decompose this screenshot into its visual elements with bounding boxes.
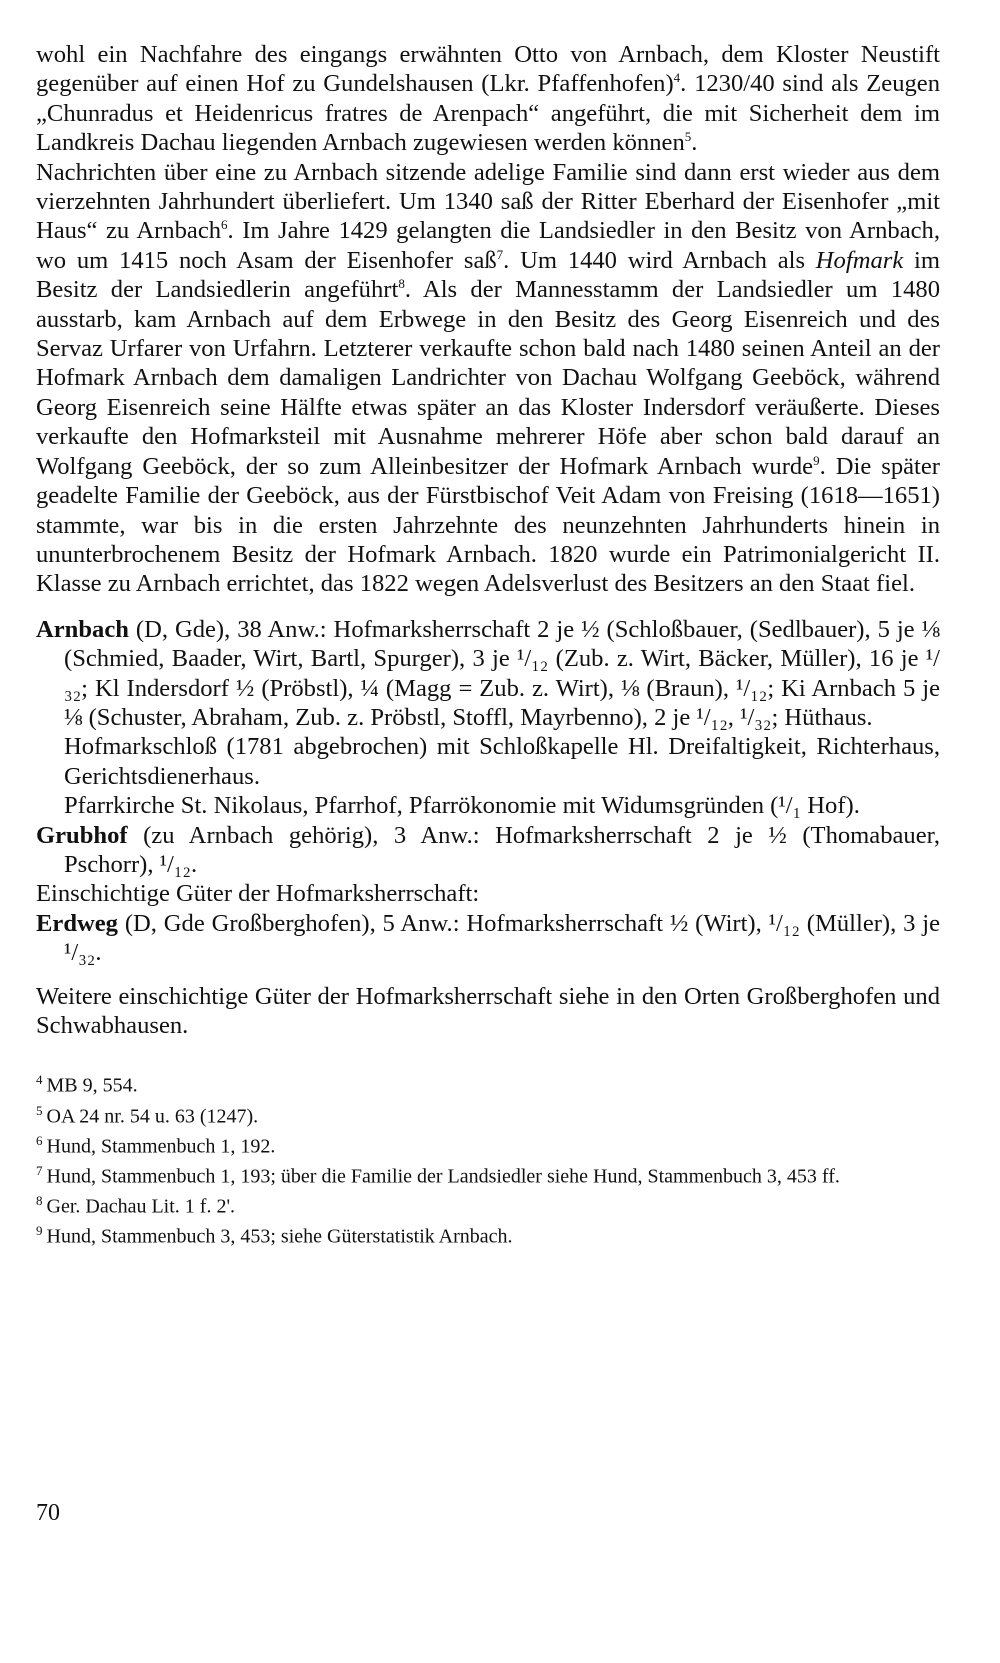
- footnote-text: OA 24 nr. 54 u. 63 (1247).: [46, 1105, 259, 1128]
- hofmark-italic-term: Hofmark: [815, 246, 904, 274]
- footnote-text: Hund, Stammenbuch 1, 192.: [46, 1135, 276, 1158]
- footnote-7: [36, 1159, 940, 1189]
- entry-arnbach: [36, 615, 940, 733]
- entry-grubhof-text: (zu Arnbach gehörig), 3 Anw.: Hofmarksherrschaft 2 je ½ (Thomabauer, Pschorr), ¹/₁₂.: [64, 821, 940, 878]
- paragraph-2-part-b: . Im Jahre 1429 gelangten die Landsiedler in den Besitz von Arnbach, wo um 1415 noch Asam der Eisenhofer saß: [36, 217, 940, 274]
- entry-erdweg-text: (D, Gde Großberghofen), 5 Anw.: Hofmarksherrschaft ½ (Wirt), ¹/₁₂ (Müller), 3 je ¹/₃₂.: [64, 909, 940, 967]
- main-body-text: [36, 40, 940, 599]
- paragraph-2: [36, 158, 940, 599]
- paragraph-2-part-e: . Als der Mannesstamm der Landsiedler um 1480 ausstarb, kam Arnbach auf dem Erbwege in den Besitz des Georg Eisenreich und des Servaz Urfarer von Urfahrn. Letzterer verkaufte schon bald nach 1480 seinen Anteil an der Hofmark Arnbach dem damaligen Landrichter von Dachau Wolfgang Geeböck, während Georg Eisenreich seine Hälfte etwas später an das Kloster Indersdorf veräußerte. Dieses verkaufte den Hofmarksteil mit Ausnahme mehrerer Höfe aber schon bald darauf an Wolfgang Geeböck, der so zum Alleinbesitzer der Hofmark Arnbach wurde: [36, 276, 940, 480]
- footnote-number: 4: [36, 1072, 43, 1088]
- entry-arnbach-text: (D, Gde), 38 Anw.: Hofmarksherrschaft 2 je ½ (Schloßbauer, (Sedlbauer), 5 je ⅛ (Schmied, Baader, Wirt, Bartl, Spurger), 3 je ¹/₁₂ (Zub. z. Wirt, Bäcker, Müller), 16 je ¹/₃₂; Kl Indersdorf ½ (Pröbstl), ¼ (Magg = Zub. z. Wirt), ⅛ (Braun), ¹/₁₂; Ki Arnbach 5 je ⅛ (Schuster, Abraham, Zub. z. Pröbstl, Stoffl, Mayrbenno), 2 je ¹/₁₂, ¹/₃₂; Hüthaus.: [64, 615, 940, 731]
- paragraph-1-part-b: . 1230/40 sind als Zeugen „Chunradus et Heidenricus fratres de Arenpach“ angeführt, die mit Sicherheit dem im Landkreis Dachau liegenden Arnbach zugewiesen werden können: [36, 70, 940, 157]
- paragraph-1-part-c: .: [691, 129, 698, 157]
- paragraph-2-part-a: Nachrichten über eine zu Arnbach sitzende adelige Familie sind dann erst wieder aus dem vierzehnten Jahrhundert überliefert. Um 1340 saß der Ritter Eberhard der Eisenhofer „mit Haus“ zu Arnbach: [36, 158, 940, 245]
- footnote-number: 6: [36, 1132, 43, 1148]
- einschichtige-heading: Einschichtige Güter der Hofmarksherrschaft:: [36, 880, 480, 908]
- page-number: 70: [36, 1500, 60, 1526]
- footnote-number: 9: [36, 1223, 43, 1239]
- footnote-number: 5: [36, 1102, 43, 1118]
- footnote-text: Ger. Dachau Lit. 1 f. 2'.: [46, 1195, 236, 1218]
- footnote-ref-5: 5: [684, 129, 692, 145]
- place-name-grubhof: Grubhof: [36, 821, 128, 849]
- footnote-8: [36, 1189, 940, 1219]
- paragraph-2-part-c: . Um 1440 wird Arnbach als: [503, 246, 816, 274]
- footnote-9: [36, 1219, 940, 1249]
- entry-erdweg: [36, 909, 940, 968]
- footnote-ref-4: 4: [673, 70, 681, 86]
- entry-arnbach-sub-1: Hofmarkschloß (1781 abgebrochen) mit Schloßkapelle Hl. Dreifaltigkeit, Richterhaus, Gerichtsdienerhaus.: [64, 733, 940, 790]
- document-page: [36, 40, 940, 1249]
- footnote-text: Hund, Stammenbuch 1, 193; über die Familie der Landsiedler siehe Hund, Stammenbuch 3, 453 ff.: [46, 1165, 840, 1188]
- footnote-text: MB 9, 554.: [46, 1075, 138, 1098]
- footnote-ref-9: 9: [813, 452, 820, 468]
- footnote-6: [36, 1129, 940, 1159]
- footnote-ref-8: 8: [398, 276, 405, 292]
- place-entries: [36, 615, 940, 968]
- footnote-number: 7: [36, 1162, 43, 1178]
- place-name-arnbach: Arnbach: [36, 615, 129, 643]
- entry-arnbach-sub-2: Pfarrkirche St. Nikolaus, Pfarrhof, Pfarrökonomie mit Widumsgründen (¹/₁ Hof).: [64, 792, 860, 820]
- place-name-erdweg: Erdweg: [36, 909, 118, 937]
- paragraph-1-part-a: wohl ein Nachfahre des eingangs erwähnten Otto von Arnbach, dem Kloster Neustift gegenüber auf einen Hof zu Gundelshausen (Lkr. Pfaffenhofen): [36, 41, 940, 98]
- closing-paragraph: Weitere einschichtige Güter der Hofmarksherrschaft siehe in den Orten Großberghofen und Schwabhausen.: [36, 982, 940, 1039]
- entry-grubhof: [36, 821, 940, 880]
- paragraph-2-part-f: . Die später geadelte Familie der Geeböck, aus der Fürstbischof Veit Adam von Freising (1618—1651) stammte, war bis in die ersten Jahrzehnte des neunzehnten Jahrhunderts hinein in ununterbrochenem Besitz der Hofmark Arnbach. 1820 wurde ein Patrimonialgericht II. Klasse zu Arnbach errichtet, das 1822 wegen Adelsverlust des Besitzers an den Staat fiel.: [36, 452, 940, 598]
- footnote-5: [36, 1099, 940, 1129]
- paragraph-2-part-d: im Besitz der Landsiedlerin angeführt: [36, 246, 940, 304]
- footnote-4: [36, 1068, 940, 1098]
- footnotes: [36, 1068, 940, 1249]
- footnote-number: 8: [36, 1193, 43, 1209]
- footnote-text: Hund, Stammenbuch 3, 453; siehe Güterstatistik Arnbach.: [46, 1225, 513, 1248]
- paragraph-1: [36, 40, 940, 158]
- footnote-ref-6: 6: [221, 217, 228, 233]
- footnote-ref-7: 7: [496, 246, 504, 262]
